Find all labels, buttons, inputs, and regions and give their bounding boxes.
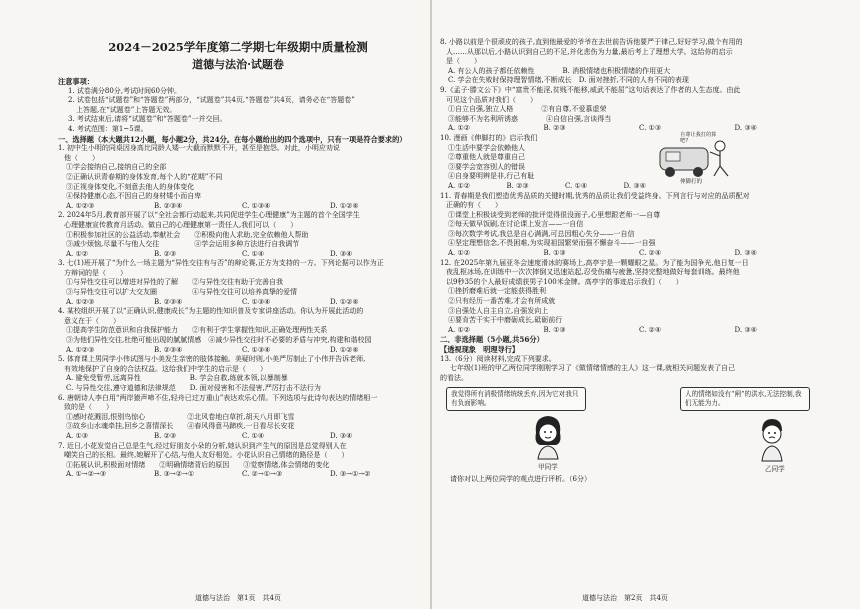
question-12 [440,259,830,336]
option-d: D. ③④ [623,181,646,190]
option-d: D. ①②④ [330,201,359,210]
note-line: 1. 试卷满分80分,考试时间60分钟。 [68,86,181,95]
boy-avatar-icon [752,415,792,463]
q13-material: 七年级(1)班的甲乙两位同学刚刚学习了《做情绪情感的主人》这一课,就相关问题发表了自己 [450,364,736,373]
question-10 [440,131,830,192]
q12-stem: 12. 在2025年第九届亚冬会速度滑冰的赛场上,高亭宇是一颗耀眼之星。为了能为国争光,他日复一日 [440,258,749,267]
q10-options [440,182,682,192]
option-d: D. ③④ [330,431,353,440]
q12-options [440,326,830,336]
q11-statement: ①课堂上积极谈受到老师的批评觉得很没面子,心里想跟老师一—自尊 [448,210,661,219]
q10-statement: ④自身要明辨是非,行己有耻 [448,172,535,181]
option-b: B. ②③④ [154,297,183,306]
note-line: 上答题,在“试题卷”上答题无效。 [76,105,177,114]
q1-stem: 1. 初中生小明的同桌因身高比同龄人矮一大截而默默不开，甚至是抱怨。对此，小明应劝说 [58,144,340,153]
option-a: A. ①② [448,124,471,133]
q7-options [58,470,418,480]
option-c: C. ②→①→③ [242,470,283,479]
option-b: B. ②③④ [154,201,183,210]
q2-statement: ③减少烦恼,尽量不与他人交往 ④学会运用多种方法进行自我调节 [66,240,300,249]
page-footer-right: 道德与法治 第2页 共4页 [582,594,668,602]
q12-statement: ④要肯苦干实干中磨砺成长,砥砺前行 [448,316,563,325]
q1-statement: ④保持健康心态,不因自己的身材矮小而自卑 [66,192,202,201]
q3-options [58,298,418,308]
question-3 [58,259,418,307]
question-6 [58,394,418,442]
exam-subtitle: 道德与法治·试题卷 [192,58,284,71]
student-a-label: 甲同学 [538,462,558,471]
q11-statement: ②每天做早饭刷,在讨论课上发言——一自信 [448,220,584,229]
notes-block [58,87,418,135]
option-d: D. ①②④ [330,345,359,354]
option-c: C. ①③④ [242,345,271,354]
q6-stem-cont: 致的是（ ） [64,403,113,412]
q4-stem-cont: 意义在于（ ） [64,316,120,325]
q1-stem-cont: 他（ ） [64,153,99,162]
q7-statement: ①拓展认识,积极面对情绪 ②明确情绪背后的原因 ③觉察情绪,体会情绪的变化 [66,460,330,469]
option-d: D. ①②④ [330,297,359,306]
right-column [440,38,830,505]
option-c: C. ①③④ [242,201,271,210]
q10-statement: ②尊重他人就是尊重自己 [448,153,525,162]
q3-statement: ①与异性交往可以增进对异性的了解 ②与异性交往有助于完善自我 [66,278,283,287]
question-8 [440,38,830,86]
q10-statement: ③要学会宽容别人的错误 [448,162,525,171]
option-b: B. ①③ [543,325,566,334]
q8-stem: 8. 小路以前是个很顽皮的孩子,直到他最爱的爷爷在去世前告诉他要严于律己,好好学习,做个有用的 [440,38,743,46]
note-line: 4. 考试范围：第1~5课。 [68,124,148,133]
girl-avatar-icon [528,413,568,461]
q11-stem-cont: 正确的有（ ） [446,201,502,210]
option-a: A. ①② [66,249,89,258]
question-13 [440,355,830,505]
page-right [432,0,860,609]
q7-stem-cont: 嘲笑自己的长相。最终,她解开了心结,与他人友好相处。小花认识自己情绪的路径是（ ） [64,451,349,460]
option-a: A. ①→②→③ [66,470,107,479]
q8-stem-cont: 人……从那以后,小路认识到自己的不足,并化悲伤为力量,最后考上了理想大学。这给你的启示 [446,47,733,56]
q12-stem-cont: 以9秒35的个人最好成绩获男子100米金牌。高亭宇的事迹启示我们（ ） [446,277,683,286]
page-footer-left: 道德与法治 第1页 共4页 [195,594,281,602]
speech-bubble-b: 人的情绪如没有“闸”的洪水,无法控制,我们无能为力。 [680,387,810,411]
note-line: 2. 试卷包括“试题卷”和“答题卷”两部分，“试题卷”共4页,“答题卷”共4页，请务必在“答题卷” [68,96,355,105]
notes-title: 注意事项： [58,77,94,86]
question-4 [58,307,418,355]
question-9 [440,86,830,134]
option-c: C. ①③④ [242,297,271,306]
question-7 [58,442,418,480]
cartoon-illustration [658,131,738,186]
q8-stem-cont: 是（ ） [446,57,481,66]
q11-stem: 11. 青春期是我们塑造优秀品质的关键时期,优秀的品质让我们受益终身。下列言行与对应的品质配对 [440,191,750,200]
question-5 [58,355,418,393]
exam-title: 2024－2025学年度第二学期七年级期中质量检测 [108,40,368,54]
q1-options [58,202,418,212]
option-c: C. ①③ [639,124,662,133]
q10-statement: ①生活中要学会依赖他人 [448,143,525,152]
q11-options [440,249,830,259]
q5-options-cd: C. 与异性交往,遵守道德和法律规范 D. 面对侵害和不法侵害,严厉打击不法行为 [66,384,321,392]
section-one-heading: 一、选择题（本大题共12小题，每小题2分，共24分。在每小题给出的四个选项中，只有一项是符合要求的） [58,134,407,144]
option-c: C. ②④ [639,325,662,334]
q13-question: 请你对以上两位同学的观点进行评析。（6分） [450,474,591,483]
q12-statement: ②只有经历一番苦难,才会有所成就 [448,297,556,306]
q9-statement: ①自立自强,独立人格 ②有自尊,不爱慕虚荣 [448,105,607,114]
q1-statement: ②正确认识青春期的身体发育,每个人的“花期”不同 [66,172,223,181]
option-a: A. ①② [448,325,471,334]
q6-options [58,432,418,442]
option-d: D. ③→①→② [330,470,371,479]
student-b-figure [752,415,792,467]
option-d: D. ③④ [330,249,353,258]
q4-options [58,346,418,356]
q5-stem: 5. 体育课上男同学小伟试图与小美发生亲密的肢体接触。美疑时则,小美严厉制止了小伟并告诉老师, [58,355,366,364]
option-b: B. ②③ [154,249,177,258]
q9-stem: 9.《孟子·滕文公下》中“富贵不能淫,贫贱不能移,威武不能屈”这句话表达了作者的人生态度。由此 [440,85,741,94]
option-a: A. ①③ [66,431,89,440]
q2-stem-cont: 心理健康宣传教育月活动。做自己的心理健康第一责任人,我们可以（ ） [64,220,298,229]
q2-stem: 2. 2024年5月,教育部开展了以“全社会都行动起来,共同促进学生心理健康”为主题的首个全国学生 [58,211,360,220]
option-a: A. ①② [448,181,471,190]
q4-statement: ①提高学生防范意识和自我保护能力 ②有利于学生掌握性知识,正确处理两性关系 [66,326,328,335]
q10-stem: 10. 漫画《伸脚打的》启示我们 [440,133,538,142]
q11-statement: ④坚定理想信念,不畏困难,为实现祖国繁荣而强不懈奋斗——一自强 [448,239,656,248]
q4-statement: ③为他们异性交往,杜绝可能出现的腻腻情感 ④减少异性交往时不必要的矛盾与冲突,构建和谐校园 [66,336,372,345]
q13-stem: 13.（6分）阅读材料,完成下列要求。 [440,354,556,363]
option-b: B. ②③ [506,181,529,190]
q12-stem-cont: 夜乱枢冰场,在训练中一次次摔倒又迅速站起,忍受伤痛与疲惫,坚持完整地做好每套训练。最终他 [446,268,740,277]
option-b: B. ②③④ [154,345,183,354]
q6-statement: ③故乡山水魂牵挂,回乡之喜情深长 ④春风得意马蹄疾,一日看尽长安花 [66,422,295,431]
q5-options-ab: A. 避免受暂劳,远离异性 B. 学会自救,练就本领,以暴制暴 [66,374,288,383]
q2-options [58,250,418,260]
left-column [58,40,418,480]
section-two-subheading: 【透视现象 明理导行】 [440,345,520,354]
q12-statement: ①挫折磨难后就一定能获得胜利 [448,287,546,296]
q3-stem-cont: 方辩词的是（ ） [64,268,127,277]
option-d: D. ③④ [734,124,757,133]
option-a: A. ①② [448,249,471,258]
q9-statement: ③能够不为名利所诱惑 ④自信自强,言谈得当 [448,114,612,123]
note-line: 3. 考试结束后,请将“试题卷”和“答题卷”一并交回。 [68,115,227,124]
q12-statement: ③自强处人自主自立,自强发向上 [448,306,549,315]
option-d: D. ③④ [734,325,757,334]
cartoon-caption: 伸脚打的 [680,178,703,185]
cartoon-speech: 自尊让我打的算吧? [680,131,717,144]
option-a: A. ①②③ [66,297,95,306]
option-b: B. ②③ [154,431,177,440]
option-b: B. ③→②→① [154,470,195,479]
q4-stem: 4. 某校组织开展了以“正确认识,健康成长”为主题的性知识普及专家讲座活动。你认为开展此活动的 [58,307,364,316]
option-c: C. ①④ [565,181,588,190]
speech-bubble-a: 我觉得所有消极情绪统统丢弃,因为它对我只有负面影响。 [446,387,586,411]
q3-stem: 3. 七(1)班开展了“为什么一场主题为“异性交往有与否”的辩论赛,正方为支持的一方。下列论据可以作为正 [58,259,384,268]
option-c: C. ①④ [242,249,265,258]
option-a: A. ①②③ [66,345,95,354]
option-d: D. ③④ [734,249,757,258]
option-b: B. ①③ [543,249,566,258]
q7-stem: 7. 近日,小花发觉自己总是生气,经过好朋友小朵的分析,她认识到产生气的原因是总觉得别人在 [58,441,347,450]
q11-statement: ③每次数学考试,我总是自心满满,可总因粗心失分——一自信 [448,229,635,238]
q1-statement: ①学会接纳自己,接纳自己的全部 [66,163,167,172]
question-1 [58,144,418,211]
q5-stem-cont: 有效地保护了自身的合法权益。这给我们中学生的启示是（ ） [64,364,267,373]
student-b-label: 乙同学 [765,464,785,473]
q2-statement: ①积极参加社区的公益活动,奉献社会 ②积极向他人求助,完全依赖他人帮助 [66,230,309,239]
section-two-heading: 二、非选择题（5小题,共56分） [440,335,544,345]
q6-stem: 6. 唐朝诗人李白用“两岸猿声啼不住,轻舟已过万重山”表达欢乐心情。下列选项与此诗句表达的情绪相一 [58,393,378,402]
student-a-figure [528,413,568,465]
option-a: A. ①②③ [66,201,95,210]
q9-stem-cont: 可见这个品质对我们（ ） [446,95,537,104]
q13-material-cont: 的看法。 [440,373,468,382]
option-c: C. ②④ [639,249,662,258]
option-c: C. ①④ [242,431,265,440]
q3-statement: ③与异性交往可以扩大交友圈 ④与异性交往可以培养真挚的爱情 [66,288,297,297]
option-b: B. ②③ [543,124,566,133]
q8-options-ab: A. 有公人的孩子都任依赖性 B. 消极情绪也积极情绪的作用更大 [448,66,671,75]
q6-statement: ①感时花溅泪,恨别鸟惊心 ②北风卷地白草折,胡天八月即飞雪 [66,412,295,421]
question-2 [58,211,418,259]
question-11 [440,192,830,259]
q9-options [440,124,830,134]
q1-statement: ③正视身体变化,不刻意去他人的身体变化 [66,182,195,191]
q8-options-cd: C. 学会在失败时保持理智情绪,不断成长 D. 面对挫折,不同的人有不同的表现 [448,76,689,85]
